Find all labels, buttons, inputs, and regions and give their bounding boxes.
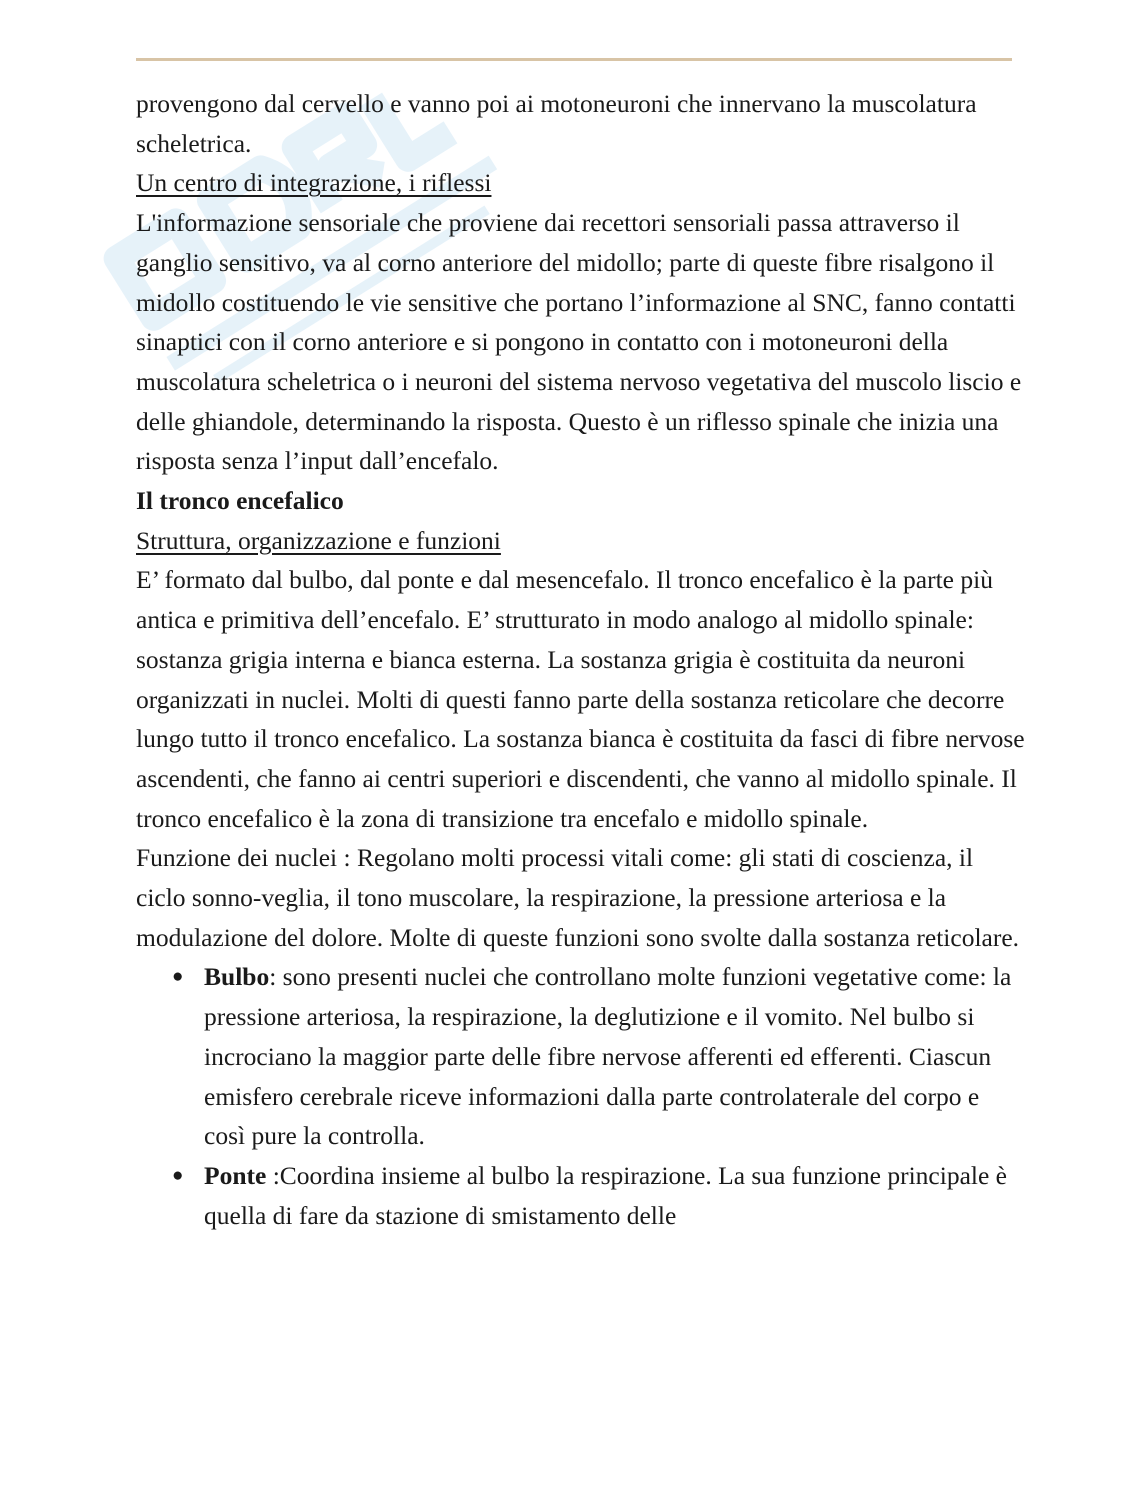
list-item — [136, 1156, 1026, 1235]
section-heading: Il tronco encefalico — [136, 486, 344, 516]
top-rule — [136, 58, 1012, 61]
bullet-icon: ● — [172, 966, 184, 988]
bullet-icon: ● — [172, 1164, 184, 1186]
paragraph: provengono dal cervello e vanno poi ai motoneuroni che innervano la muscolatura scheletrica. — [136, 89, 977, 158]
paragraph: E’ formato dal bulbo, dal ponte e dal mesencefalo. Il tronco encefalico è la parte più antica e primitiva dell’encefalo. E’ strutturato in modo analogo al midollo spinale: sostanza grigia interna e bianca esterna. La sostanza grigia è costituita da neuroni organizzati in nuclei. Molti di questi fanno parte della sostanza reticolare che decorre lungo tutto il tronco encefalico. La sostanza bianca è costituita da fasci di fibre nervose ascendenti, che fanno ai centri superiori e discendenti, che vanno al midollo spinale. Il tronco encefalico è la zona di transizione tra encefalo e midollo spinale. — [136, 565, 1025, 833]
bullet-term: Bulbo — [204, 962, 270, 992]
subheading-reflexes: Un centro di integrazione, i riflessi — [136, 168, 492, 198]
bullet-text: : sono presenti nuclei che controllano molte funzioni vegetative come: la pressione arteriosa, la respirazione, la deglutizione e il vomito. Nel bulbo si incrociano la maggior parte delle fibre nervose afferenti ed efferenti. Ciascun emisfero cerebrale riceve informazioni dalla parte controlaterale del corpo e così pure la controlla. — [204, 962, 1012, 1151]
bullet-list — [136, 957, 1026, 1235]
subheading-structure: Struttura, organizzazione e funzioni — [136, 525, 501, 555]
list-item — [136, 957, 1026, 1156]
paragraph: Funzione dei nuclei : Regolano molti processi vitali come: gli stati di coscienza, il ciclo sonno-veglia, il tono muscolare, la respirazione, la pressione arteriosa e la modulazione del dolore. Molte di queste funzioni sono svolte dalla sostanza reticolare. — [136, 843, 1020, 952]
bullet-term: Ponte — [204, 1160, 267, 1190]
paragraph: L'informazione sensoriale che proviene dai recettori sensoriali passa attraverso il ganglio sensitivo, va al corno anteriore del midollo; parte di queste fibre risalgono il midollo costituendo le vie sensitive che portano l’informazione al SNC, fanno contatti sinaptici con il corno anteriore e si pongono in contatto con i motoneuroni della muscolatura scheletrica o i neuroni del sistema nervoso vegetativa del muscolo liscio e delle ghiandole, determinando la risposta. Questo è un riflesso spinale che inizia una risposta senza l’input dall’encefalo. — [136, 208, 1022, 476]
bullet-text: :Coordina insieme al bulbo la respirazione. La sua funzione principale è quella di fare da stazione di smistamento delle — [204, 1160, 1007, 1230]
document-body — [136, 84, 1026, 1235]
